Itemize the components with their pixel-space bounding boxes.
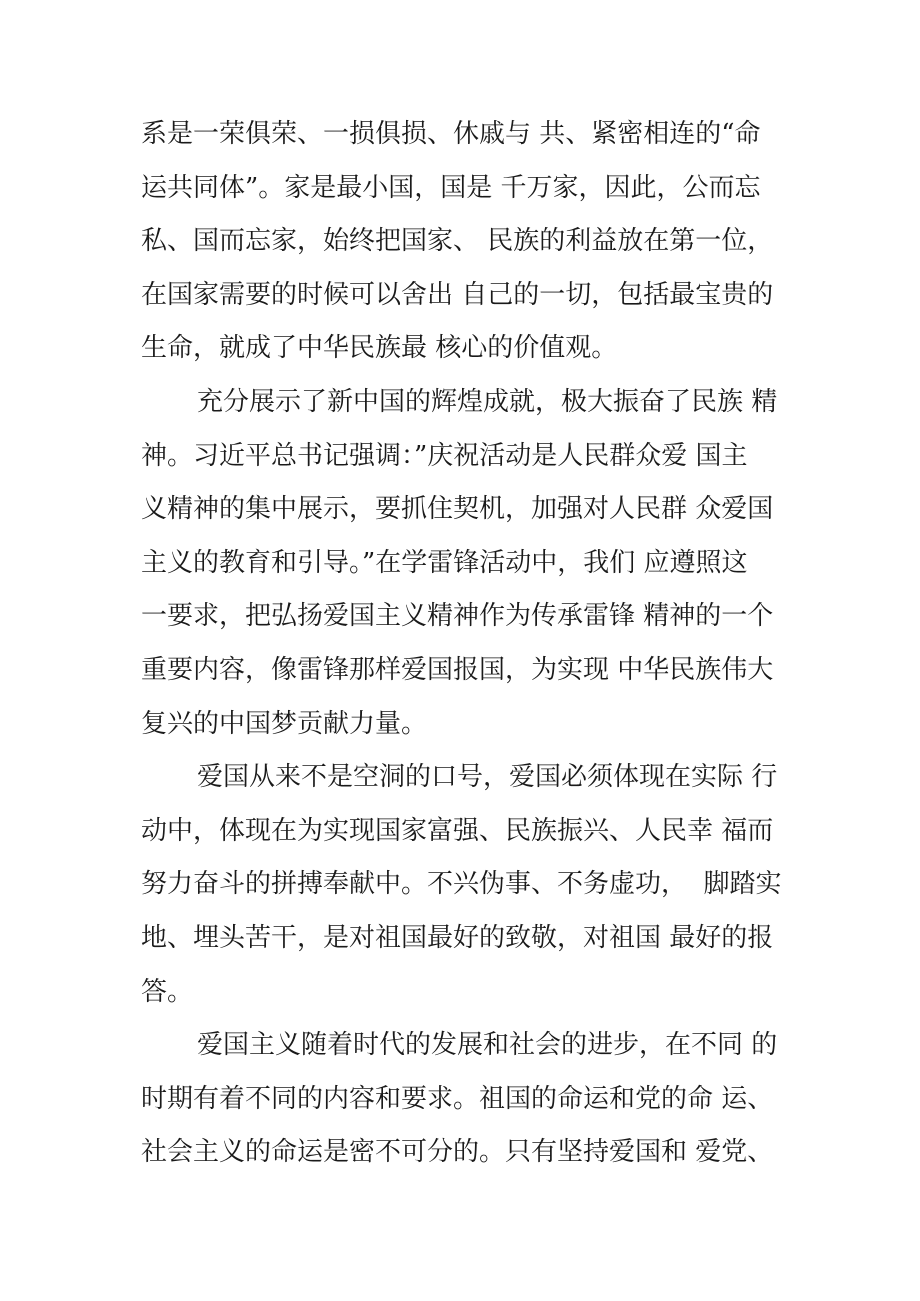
paragraph [141, 376, 791, 751]
text-line: 爱国主义随着时代的发展和社会的进步，在不同 的 [197, 1030, 778, 1061]
paragraph [141, 108, 791, 376]
text-line: 运共同体”。家是最小国，国是 千万家，因此，公而忘 [141, 172, 761, 203]
text-line: 生命，就成了中华民族最 核心的价值观。 [141, 333, 618, 364]
text-line: 神。习近平总书记强调：”庆祝活动是人民群众爱 国主 [141, 440, 748, 471]
paragraph [141, 751, 791, 1019]
paragraph [141, 1019, 791, 1180]
text-line: 系是一荣俱荣、一损俱损、休戚与 共、紧密相连的“命 [141, 119, 761, 149]
text-line: 爱国从来不是空洞的口号，爱国必须体现在实际 行 [197, 762, 778, 793]
text-line: 地、埋头苦干，是对祖国最好的致敬，对祖国 最好的报 [141, 922, 774, 953]
text-line: 时期有着不同的内容和要求。祖国的命运和党的命 运、 [141, 1083, 774, 1114]
text-line: 努力奋斗的拼搏奉献中。不兴伪事、不务虚功， 脚踏实 [141, 869, 782, 900]
text-line: 义精神的集中展示，要抓住契机，加强对人民群 众爱国 [141, 494, 774, 525]
text-line: 答。 [141, 976, 194, 1007]
text-line: 动中，体现在为实现国家富强、民族振兴、人民幸 福而 [141, 815, 774, 846]
text-line: 私、国而忘家，始终把国家、 民族的利益放在第一位， [141, 226, 774, 257]
text-line: 复兴的中国梦贡献力量。 [141, 708, 428, 739]
text-line: 社会主义的命运是密不可分的。只有坚持爱国和 爱党、 [141, 1137, 774, 1168]
text-line: 在国家需要的时候可以舍出 自己的一切，包括最宝贵的 [141, 279, 774, 310]
text-line: 主义的教育和引导。”在学雷锋活动中，我们 应遵照这 [141, 547, 748, 578]
text-line: 充分展示了新中国的辉煌成就，极大振奋了民族 精 [197, 386, 778, 417]
text-line: 重要内容，像雷锋那样爱国报国，为实现 中华民族伟大 [141, 654, 774, 685]
text-line: 一要求，把弘扬爱国主义精神作为传承雷锋 精神的一个 [141, 601, 774, 632]
body-text [141, 108, 791, 1180]
